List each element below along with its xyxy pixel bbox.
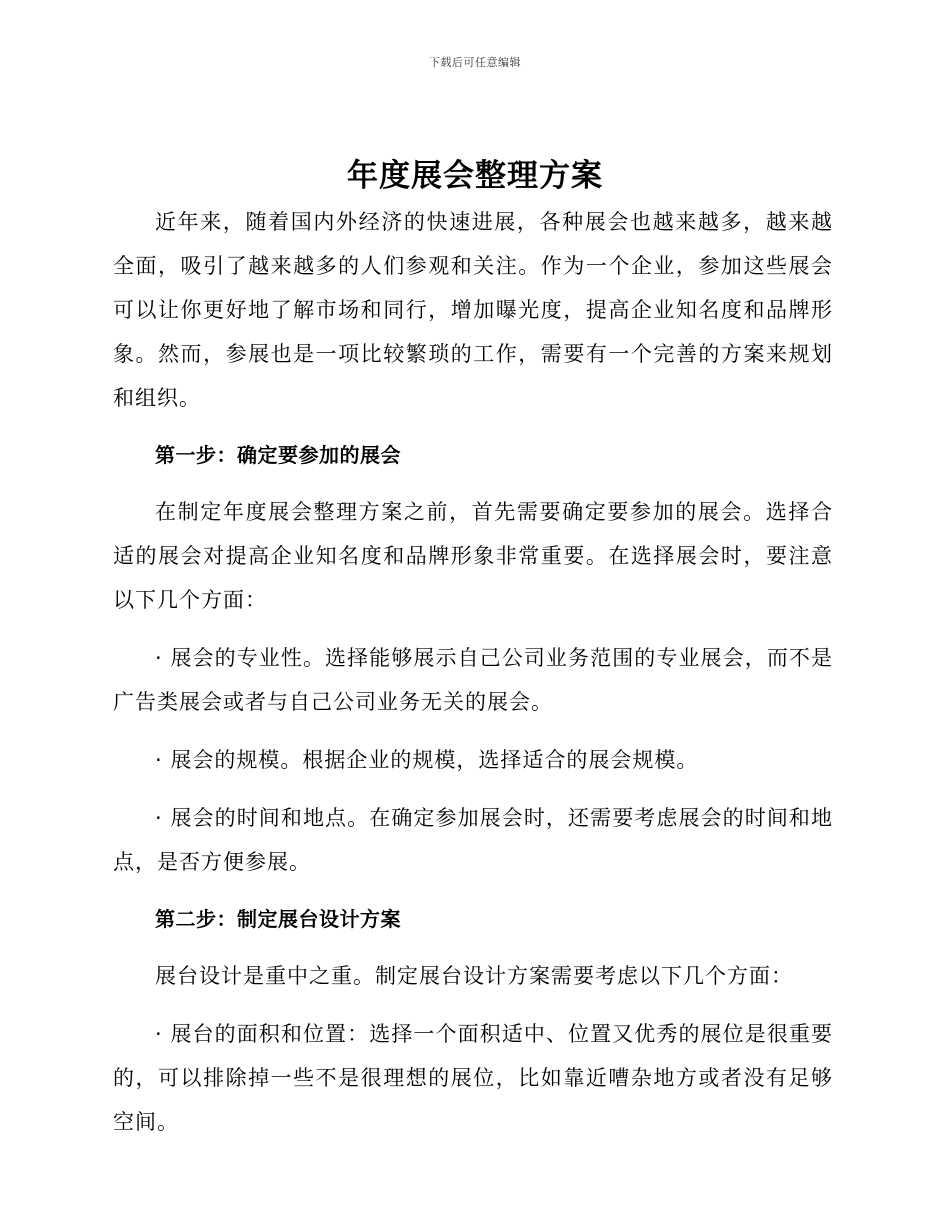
intro-paragraph: 近年来，随着国内外经济的快速进展，各种展会也越来越多，越来越全面，吸引了越来越多的人们参观和关注。作为一个企业，参加这些展会可以让你更好地了解市场和同行，增加曝光度，提高企业知名度和品牌形象。然而，参展也是一项比较繁琐的工作，需要有一个完善的方案来规划和组织。: [113, 210, 833, 410]
step1-heading: 第一步：确定要参加的展会: [155, 443, 401, 467]
header-note: 下载后可任意编辑: [429, 56, 521, 69]
step1-bullet-scale: · 展会的规模。根据企业的规模，选择适合的展会规模。: [155, 748, 699, 772]
step2-paragraph: 展台设计是重中之重。制定展台设计方案需要考虑以下几个方面：: [155, 964, 793, 988]
step1-bullet-professional: · 展会的专业性。选择能够展示自己公司业务范围的专业展会，而不是广告类展会或者与自己公司业务无关的展会。: [113, 646, 833, 714]
step2-heading: 第二步：制定展台设计方案: [155, 907, 401, 931]
document-title: 年度展会整理方案: [347, 158, 603, 194]
document-body: [113, 200, 833, 1158]
step1-bullet-time-location: · 展会的时间和地点。在确定参加展会时，还需要考虑展会的时间和地点，是否方便参展。: [113, 806, 833, 874]
step2-bullet-area-position: · 展台的面积和位置：选择一个面积适中、位置又优秀的展位是很重要的，可以排除掉一些不是很理想的展位，比如靠近嘈杂地方或者没有足够空间。: [113, 1022, 833, 1134]
step1-paragraph: 在制定年度展会整理方案之前，首先需要确定要参加的展会。选择合适的展会对提高企业知名度和品牌形象非常重要。在选择展会时，要注意以下几个方面：: [113, 500, 833, 612]
